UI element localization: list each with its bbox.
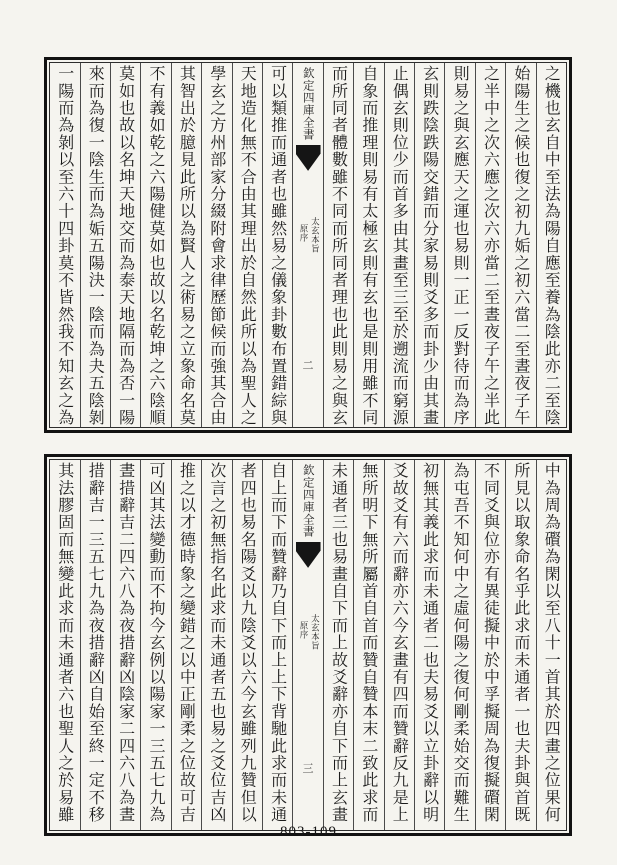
text-column: 可凶其法變動而不拘今玄例以陽家一三五七九為 <box>140 460 170 830</box>
banxin-section-title: 原序 <box>298 620 309 639</box>
fishtail-icon <box>296 145 321 171</box>
text-column: 無所明下無所屬首自首而贊自贊本末二致此求而 <box>353 460 383 830</box>
banxin-center-column <box>292 63 322 427</box>
text-column: 次言之初無指名此求而未通者五也易之爻位吉凶 <box>201 460 231 830</box>
banxin-small-titles <box>298 614 319 650</box>
text-column: 不同爻與位亦有異徒擬中於中孚擬周為復擬礥閑 <box>475 460 505 830</box>
text-column: 自象而推理則易有太極玄則有玄也是則用雖不同 <box>353 63 383 427</box>
text-column: 之半中之次六應之次六亦當二至晝夜子午之半此 <box>475 63 505 427</box>
column-grid <box>49 62 567 428</box>
text-column: 天地造化無不合由其理出於自然此所以為聖人之 <box>232 63 262 427</box>
banxin-work-title: 太玄本旨 <box>309 613 320 650</box>
text-column: 一陽而為剝以至六十四卦莫不皆然我不知玄之為 <box>55 65 75 427</box>
text-column: 晝措辭吉二四六八為夜措辭凶陰家二四六八為晝 <box>110 460 140 830</box>
banxin-work-title: 太玄本旨 <box>309 216 320 253</box>
text-column: 者四也易名陽爻以九陰爻以六今玄雖列九贊但以 <box>232 460 262 830</box>
text-column: 未通者三也易畫自下而上故爻辭亦自下而上玄畫 <box>323 460 353 830</box>
text-column: 學玄之方州部家分綴附會求律歷節候而強其合由 <box>201 63 231 427</box>
fishtail-icon <box>296 542 321 568</box>
catalog-number: 803-109 <box>280 824 337 840</box>
page-block-bottom <box>44 454 572 836</box>
text-column: 中為周為礥為閑以至八十一首其於四畫之位果何 <box>536 460 566 830</box>
text-column: 玄則跌陰跌陽交錯而分家易則爻多而卦少由其畫 <box>414 63 444 427</box>
text-column: 初無其義此求而未通者二也夫易爻以立卦辭以明 <box>414 460 444 830</box>
text-column: 推之以才德時象之變錯之以中正剛柔之位故可吉 <box>171 460 201 830</box>
page-block-top <box>44 57 572 433</box>
banxin-section-title: 原序 <box>298 223 309 242</box>
text-column: 所見以取象命名乎此求而未通者一也夫卦與首既 <box>505 460 535 830</box>
text-column: 措辭吉一三五七九為夜措辭凶自始至終一定不移 <box>80 460 110 830</box>
banxin-book-title: 欽定四庫全書 <box>301 464 316 538</box>
text-column: 爻故爻有六而辭亦六今玄畫有四而贊辭反九是上 <box>384 460 414 830</box>
banxin-book-title: 欽定四庫全書 <box>301 67 316 141</box>
text-column: 不有義如乾之六陽健莫如也故以名乾坤之六陰順 <box>140 63 170 427</box>
banxin-small-titles <box>298 217 319 253</box>
text-column: 自上而下而贊辭乃自下而上上下背馳此求而未通 <box>262 460 292 830</box>
column-grid <box>49 459 567 831</box>
text-column: 其智出於臆見此所以為賢人之術易之立象命名莫 <box>171 63 201 427</box>
text-column: 則易之與玄應天之運也易則一正一反對待而為序 <box>444 63 474 427</box>
banxin-page-number: 二 <box>302 359 314 372</box>
text-column: 來而為復一陰生而為姤五陽決一陰而為夬五陰剝 <box>80 63 110 427</box>
banxin-page-number: 三 <box>302 762 314 775</box>
text-column: 可以類推而通者也雖然易之儀象卦數布置錯綜與 <box>262 63 292 427</box>
text-column: 莫如也故以名坤天地交而為泰天地隔而為否一陽 <box>110 63 140 427</box>
text-column: 其法膠固而無變此求而未通者六也聖人之於易雖 <box>55 462 75 824</box>
text-column: 為屯吾不知何中之虛何陽之復何剛柔始交而難生 <box>444 460 474 830</box>
text-column: 之機也玄自中至法為陽自應至養為陰此亦二至陰 <box>536 63 566 427</box>
text-column: 始陽生之候也復之初九姤之初六當二至晝夜子午 <box>505 63 535 427</box>
banxin-center-column <box>292 460 322 830</box>
text-column: 而所同者體數雖不同而所同者理也此則易之與玄 <box>323 63 353 427</box>
text-column: 止偶玄則位少而首多由其畫至三至於遡流而窮源 <box>384 63 414 427</box>
